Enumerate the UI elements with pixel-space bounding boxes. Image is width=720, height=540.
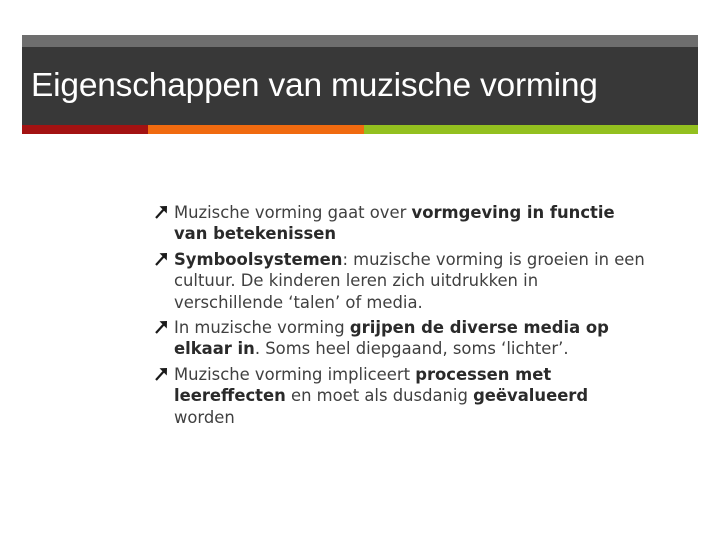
bullet-text-bold: Symboolsystemen — [174, 249, 343, 269]
bullet-text-run: : muzische vorming is groeien in een cultuur. De kinderen leren zich uitdrukken in verschillende ‘talen’ of media. — [174, 249, 645, 312]
bullet-text — [174, 250, 645, 312]
diagonal-arrow-icon — [154, 367, 168, 381]
bullet-text-run: worden — [174, 407, 235, 427]
bullet-text-bold: geëvalueerd — [473, 386, 589, 406]
bullet-item — [152, 249, 652, 313]
bullet-text-run: Muzische vorming impliceert — [174, 364, 416, 384]
bullet-text — [174, 203, 615, 243]
title-bar — [22, 47, 698, 125]
slide-title: Eigenschappen van muzische vorming — [31, 67, 598, 104]
bullet-text-bold: vormgeving in functie van betekenissen — [174, 203, 615, 244]
accent-segment-orange — [148, 125, 364, 134]
bullet-list — [152, 202, 652, 432]
diagonal-arrow-icon — [154, 205, 168, 219]
bullet-text-run: en moet als dusdanig — [285, 386, 474, 406]
diagonal-arrow-icon — [154, 252, 168, 266]
bullet-text — [174, 318, 609, 358]
bullet-text-run: In muzische vorming — [174, 318, 350, 338]
bullet-text-bold: grijpen de diverse media op elkaar in — [174, 318, 609, 359]
header-top-strip — [22, 35, 698, 47]
accent-segment-red — [22, 125, 148, 134]
bullet-item — [152, 364, 652, 428]
bullet-item — [152, 317, 652, 360]
bullet-text-run: Muzische vorming gaat over — [174, 203, 412, 222]
accent-segment-green — [364, 125, 698, 134]
bullet-text — [174, 365, 588, 427]
accent-bar — [22, 125, 698, 134]
bullet-text-run: . Soms heel diepgaand, soms ‘lichter’. — [254, 339, 569, 359]
diagonal-arrow-icon — [154, 320, 168, 334]
bullet-text-bold: processen met leereffecten — [174, 364, 552, 406]
bullet-item — [152, 202, 652, 245]
